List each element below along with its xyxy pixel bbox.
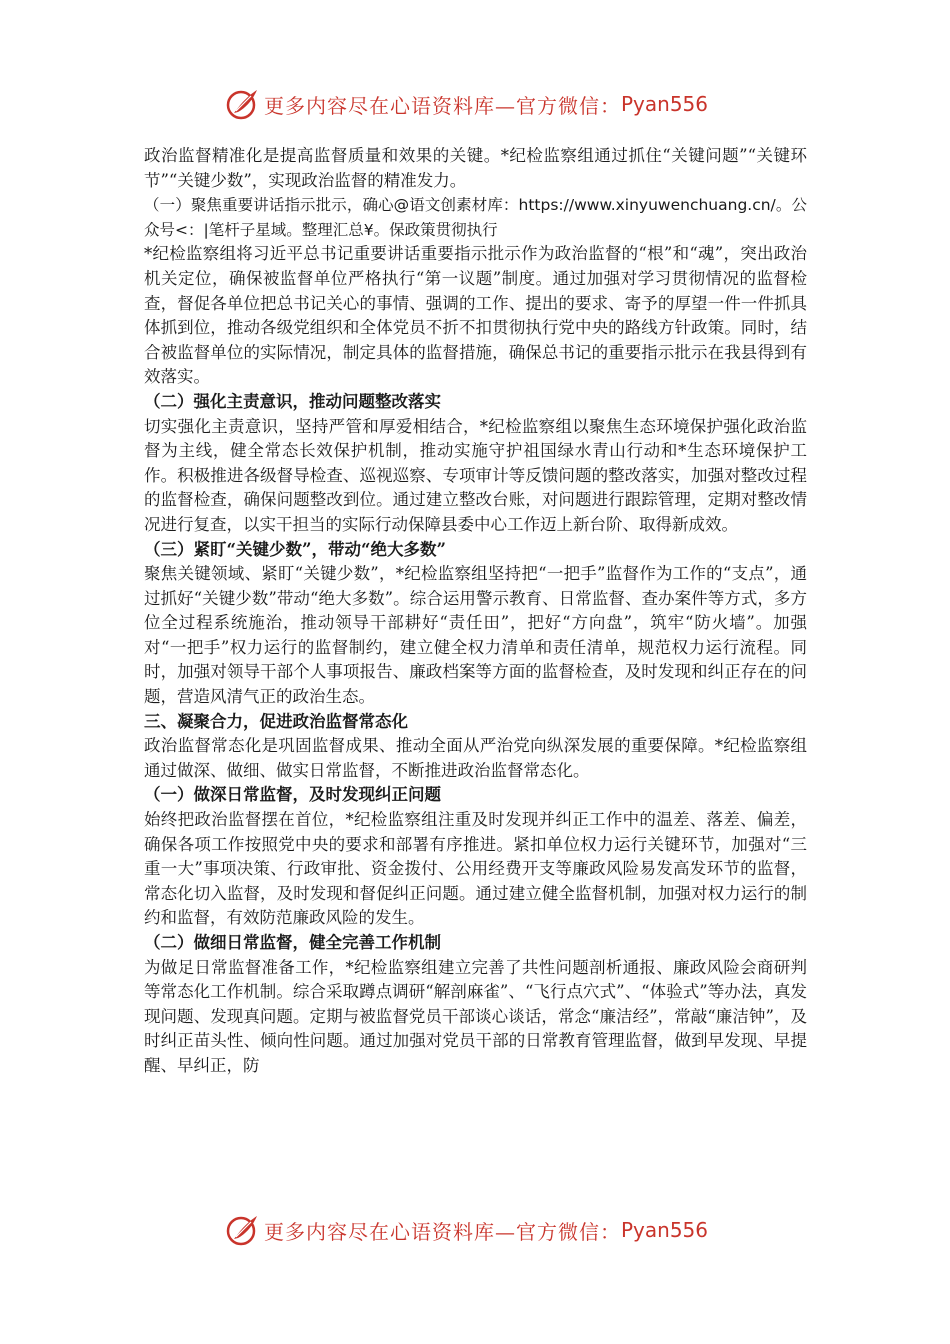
source-text: （一）聚焦重要讲话指示批示，确心@语文创素材库：https://www.xinyuwenchuang.cn/。公众号<：|笔杆子星域。整理汇总¥。保政策贯彻执行 bbox=[144, 196, 807, 239]
paragraph: 切实强化主责意识，坚持严管和厚爱相结合，*纪检监察组以聚焦生态环境保护强化政治监督为主线，健全常态长效保护机制，推动实施守护祖国绿水青山行动和*生态环境保护工作。积极推进各级督导检查、巡视巡察、专项审计等反馈问题的整改落实，加强对整改过程的监督检查，确保问题整改到位。通过建立整改台账，对问题进行跟踪管理，定期对整改情况进行复查，以实干担当的实际行动保障县委中心工作迈上新台阶、取得新成效。 bbox=[144, 416, 807, 534]
header-banner bbox=[226, 84, 746, 124]
banner-text: 更多内容尽在心语资料库—官方微信： bbox=[264, 1219, 621, 1244]
section-heading: （二）强化主责意识，推动问题整改落实 bbox=[144, 391, 441, 411]
section-heading: （三）紧盯“关键少数”，带动“绝大多数” bbox=[144, 539, 446, 559]
banner-text: 更多内容尽在心语资料库—官方微信： bbox=[264, 93, 621, 118]
paragraph: 为做足日常监督准备工作，*纪检监察组建立完善了共性问题剖析通报、廉政风险会商研判等常态化工作机制。综合采取蹲点调研“解剖麻雀”、“飞行点穴式”、“体验式”等办法，真发现问题、发现真问题。定期与被监督党员干部谈心谈话，常念“廉洁经”，常敲“廉洁钟”，及时纠正苗头性、倾向性问题。通过加强对党员干部的日常教育管理监督，做到早发现、早提醒、早纠正，防 bbox=[144, 957, 807, 1075]
section-heading: （二）做细日常监督，健全完善工作机制 bbox=[144, 933, 441, 952]
paragraph: 政治监督常态化是巩固监督成果、推动全面从严治党向纵深发展的重要保障。*纪检监察组通过做深、做细、做实日常监督，不断推进政治监督常态化。 bbox=[144, 736, 807, 780]
paragraph: *纪检监察组将习近平总书记重要讲话重要指示批示作为政治监督的“根”和“魂”，突出政治机关定位，确保被监督单位严格执行“第一议题”制度。通过加强对学习贯彻情况的监督检查，督促各单位把总书记关心的事情、强调的工作、提出的要求、寄予的厚望一件一件抓具体抓到位，推动各级党组织和全体党员不折不扣贯彻执行党中央的路线方针政策。同时，结合被监督单位的实际情况，制定具体的监督措施，确保总书记的重要指示批示在我县得到有效落实。 bbox=[144, 244, 807, 387]
paragraph: 聚焦关键领域、紧盯“关键少数”，*纪检监察组坚持把“一把手”监督作为工作的“支点”，通过抓好“关键少数”带动“绝大多数”。综合运用警示教育、日常监督、查办案件等方式，多方位全过程系统施治，推动领导干部耕好“责任田”，把好“方向盘”，筑牢“防火墙”。加强对“一把手”权力运行的监督制约，建立健全权力清单和责任清单，规范权力运行流程。同时，加强对领导干部个人事项报告、廉政档案等方面的监督检查，及时发现和纠正存在的问题，营造风清气正的政治生态。 bbox=[144, 564, 807, 707]
document-body bbox=[144, 144, 807, 1079]
source-line bbox=[144, 193, 807, 242]
paragraph: 始终把政治监督摆在首位，*纪检监察组注重及时发现并纠正工作中的温差、落差、偏差，确保各项工作按照党中央的要求和部署有序推进。紧扣单位权力运行关键环节，加强对“三重一大”事项决策、行政审批、资金拨付、公用经费开支等廉政风险易发高发环节的监督，常态化切入监督，及时发现和督促纠正问题。通过建立健全监督机制，加强对权力运行的制约和监督，有效防范廉政风险的发生。 bbox=[144, 810, 807, 928]
paragraph: 政治监督精准化是提高监督质量和效果的关键。*纪检监察组通过抓住“关键问题”“关键环节”“关键少数”，实现政治监督的精准发力。 bbox=[144, 146, 807, 190]
section-heading: （一）做深日常监督，及时发现纠正问题 bbox=[144, 785, 441, 805]
pen-feather-logo-icon bbox=[226, 87, 260, 121]
banner-wechat-id: Pyan556 bbox=[621, 1218, 709, 1242]
pen-feather-logo-icon bbox=[226, 1213, 260, 1247]
banner-wechat-id: Pyan556 bbox=[621, 92, 709, 116]
section-heading: 三、凝聚合力，促进政治监督常态化 bbox=[144, 711, 408, 731]
footer-banner bbox=[226, 1210, 746, 1250]
